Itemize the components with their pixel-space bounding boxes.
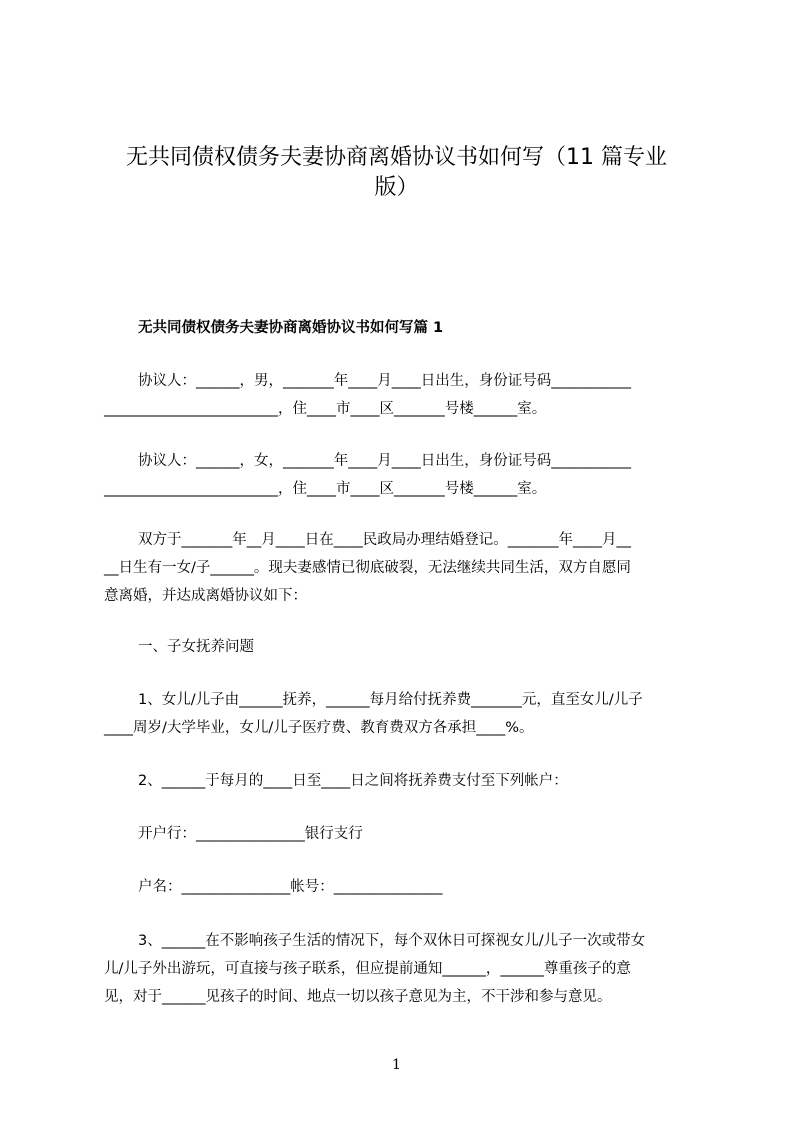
bank-line: 开户行：_______________银行支行 bbox=[138, 826, 363, 842]
clause-heading bbox=[104, 633, 704, 661]
account-paragraph bbox=[104, 873, 704, 901]
marriage-line-2: __日生有一女/子______。现夫妻感情已彻底破裂，无法继续共同生活，双方自愿同 bbox=[104, 560, 631, 576]
party1-line-1: 协议人：______，男，_______年____月____日出生，身份证号码___________ bbox=[138, 373, 631, 389]
item1-line-2: ____周岁/大学毕业，女儿/儿子医疗费、教育费双方各承担____%。 bbox=[104, 720, 534, 736]
marriage-line-1: 双方于_______年__月____日在____民政局办理结婚登记。_______年____月__ bbox=[138, 532, 631, 548]
item1-paragraph bbox=[104, 686, 704, 742]
party1-line-2: ________________________，住____市____区_______号楼______室。 bbox=[104, 401, 547, 417]
marriage-line-3: 意离婚，并达成离婚协议如下： bbox=[104, 588, 307, 604]
item3-line-3: 见，对于______见孩子的时间、地点一切以孩子意见为主，不干涉和参与意见。 bbox=[104, 989, 612, 1005]
title-line-2: 版） bbox=[374, 175, 419, 200]
party2-paragraph bbox=[104, 447, 704, 503]
party2-line-2: ________________________，住____市____区_______号楼______室。 bbox=[104, 481, 547, 497]
clause-heading-text: 一、子女抚养问题 bbox=[138, 639, 254, 655]
account-line: 户名：_______________帐号：_______________ bbox=[138, 879, 443, 895]
section-heading: 无共同债权债务夫妻协商离婚协议书如何写篇 1 bbox=[138, 320, 444, 336]
item2-line: 2、______于每月的____日至____日之间将抚养费支付至下列帐户： bbox=[138, 773, 568, 789]
document-title bbox=[90, 143, 703, 203]
marriage-paragraph bbox=[104, 526, 704, 610]
party2-line-1: 协议人：______，女，_______年____月____日出生，身份证号码___________ bbox=[138, 453, 631, 469]
item1-line-1: 1、女儿/儿子由______抚养，______每月给付抚养费_______元，直至女儿/儿子 bbox=[138, 692, 643, 708]
party1-paragraph bbox=[104, 367, 704, 423]
item2-paragraph bbox=[104, 767, 704, 795]
page-number: 1 bbox=[392, 1057, 401, 1073]
title-line-1: 无共同债权债务夫妻协商离婚协议书如何写（11 篇专业 bbox=[126, 145, 667, 170]
item3-line-2: 儿/儿子外出游玩，可直接与孩子联系，但应提前通知______，______尊重孩子的意 bbox=[104, 961, 631, 977]
item3-paragraph bbox=[104, 927, 704, 1011]
bank-paragraph bbox=[104, 820, 704, 848]
item3-line-1: 3、______在不影响孩子生活的情况下，每个双休日可探视女儿/儿子一次或带女 bbox=[138, 933, 646, 949]
